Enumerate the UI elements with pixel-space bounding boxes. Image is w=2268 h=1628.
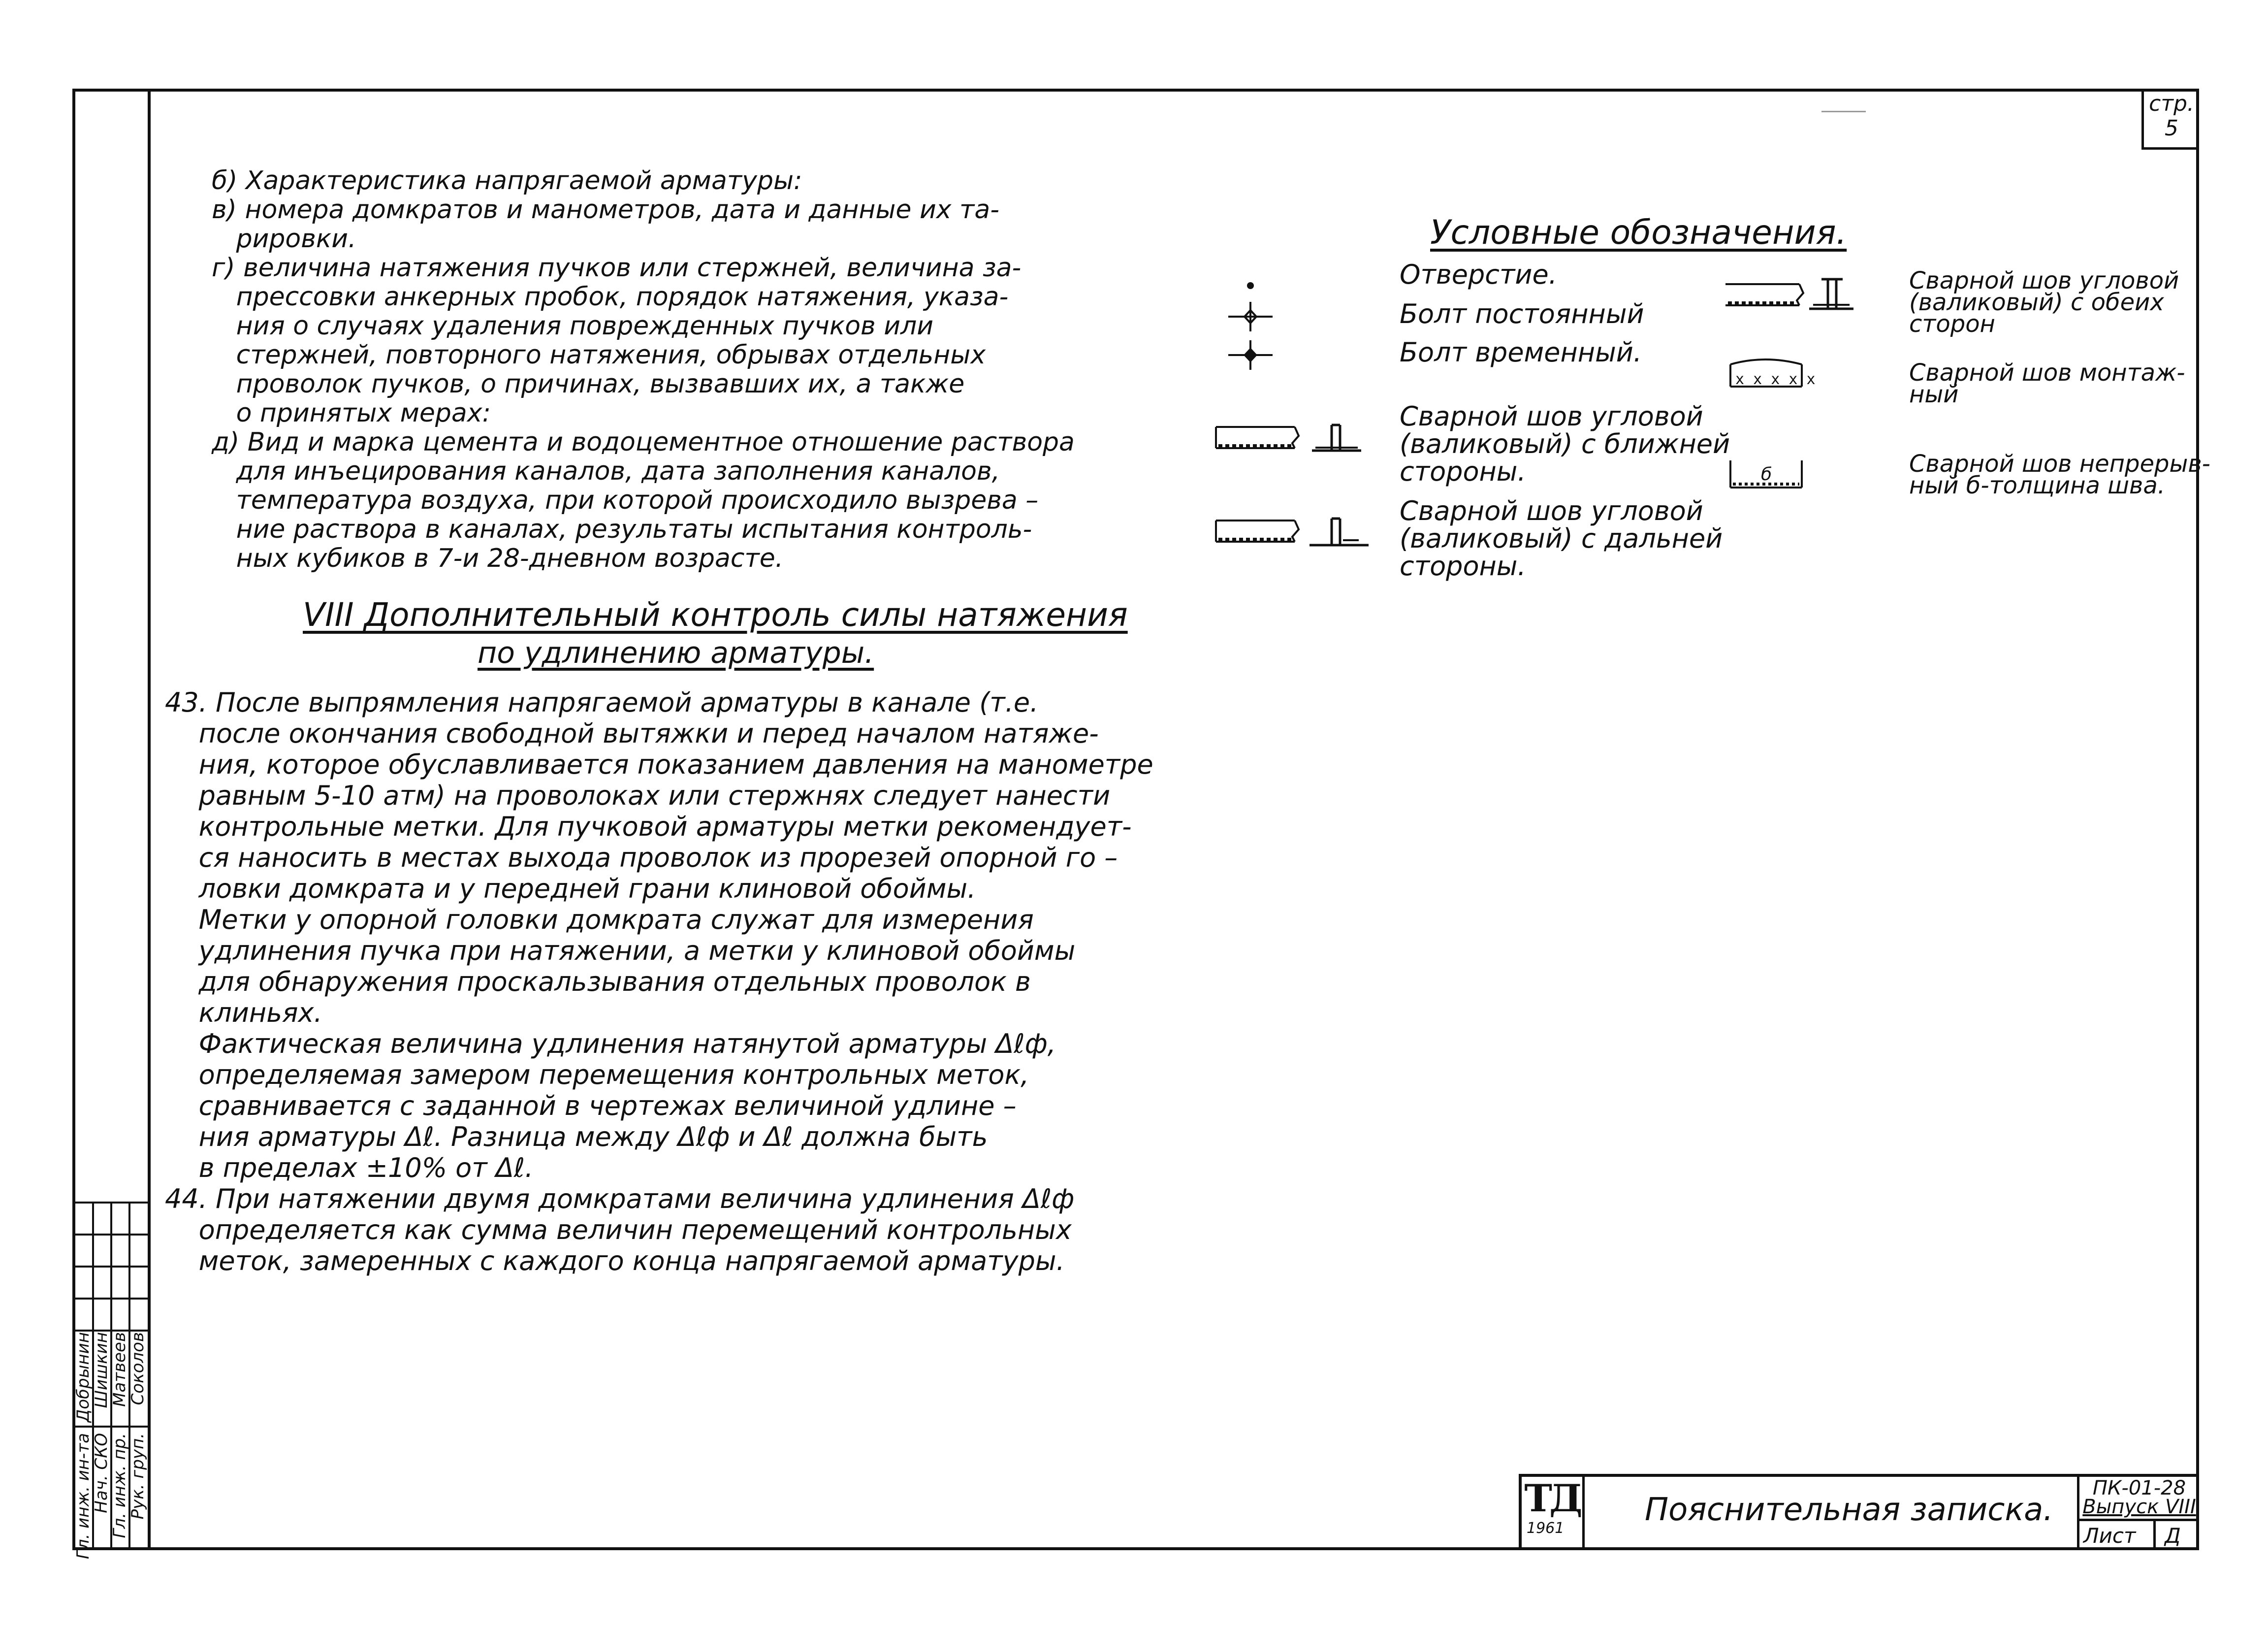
paragraph-line: после окончания свободной вытяжки и перед началом натяже- — [165, 718, 1099, 749]
stamp-name-2: Шишкин — [92, 1332, 111, 1408]
legend-title: Условные обозначения. — [1430, 213, 1847, 252]
title-block-codes — [2077, 1477, 2199, 1550]
stamp-role-2: Нач. СКО — [92, 1433, 111, 1513]
paragraph-line: 44. При натяжении двумя домкратами величина удлинения Δℓф — [165, 1183, 1075, 1214]
logo-text: ТД — [1524, 1476, 1580, 1520]
paragraph-line: меток, замеренных с каждого конца напрягаемой арматуры. — [165, 1245, 1065, 1276]
elongation-control-text — [165, 687, 1153, 1276]
paragraph-line: ся наносить в местах выхода проволок из прорезей опорной го – — [165, 842, 1118, 873]
contents-list-line: о принятых мерах: — [212, 398, 491, 428]
legend-weld-site-label: Сварной шов монтаж- ный — [1909, 359, 2185, 408]
approval-stamp — [73, 1202, 148, 1560]
hole-symbol — [1241, 276, 1260, 295]
bolt-temporary-symbol — [1223, 338, 1278, 372]
contents-list-line: стержней, повторного натяжения, обрывах отдельных — [212, 340, 986, 370]
stamp-name-4: Соколов — [128, 1332, 148, 1405]
contents-list-line: д) Вид и марка цемента и водоцементное отношение раствора — [212, 427, 1075, 457]
paragraph-line: для обнаружения проскальзывания отдельных проволок в — [165, 966, 1031, 997]
page-number-box — [2141, 89, 2199, 150]
top-pencil-mark — [1821, 111, 1866, 112]
stamp-role-4: Рук. груп. — [128, 1433, 148, 1520]
page-number-value: 5 — [2165, 116, 2178, 141]
sheet-label: Лист — [2083, 1524, 2136, 1548]
paragraph-line: ния, которое обуславливается показанием давления на манометре — [165, 749, 1153, 780]
title-block — [1519, 1474, 2199, 1550]
legend-bolt-temporary-label: Болт временный. — [1400, 337, 1642, 368]
contents-list-line: рировки. — [212, 224, 356, 254]
legend-bolt-permanent-label: Болт постоянный — [1400, 298, 1644, 329]
stamp-role-3: Гл. инж. пр. — [110, 1433, 129, 1538]
paragraph-line: определяемая замером перемещения контрольных меток, — [165, 1059, 1029, 1090]
legend-weld-far-label: Сварной шов угловой (валиковый) с дальней стороны. — [1400, 495, 1723, 582]
legend-weld-near-label: Сварной шов угловой (валиковый) с ближней стороны. — [1400, 401, 1730, 487]
page-number-label: стр. — [2149, 91, 2194, 116]
publisher-logo — [1522, 1477, 1585, 1550]
weld-both-symbol — [1721, 273, 1858, 318]
paragraph-line: определяется как сумма величин перемещений контрольных — [165, 1214, 1072, 1245]
legend-weld-continuous-label: Сварной шов непрерыв- ный б-толщина шва. — [1909, 450, 2210, 499]
sheet-cell — [2079, 1521, 2199, 1550]
sheet-value: Д — [2153, 1521, 2181, 1550]
paragraph-line: ния арматуры Δℓ. Разница между Δℓф и Δℓ должна быть — [165, 1121, 988, 1152]
section-heading: VIII Дополнительный контроль силы натяжения — [303, 596, 1128, 634]
series-code-line2: Выпуск VIII — [2082, 1496, 2196, 1518]
weld-near-symbol — [1211, 416, 1369, 460]
series-code-line1: ПК-01-28 — [2092, 1477, 2186, 1499]
weld-site-symbol — [1721, 345, 1819, 394]
contents-list-line: в) номера домкратов и манометров, дата и данные их та- — [212, 195, 999, 225]
paragraph-line: контрольные метки. Для пучковой арматуры метки рекомендует- — [165, 811, 1132, 842]
contents-list-line: ния о случаях удаления поврежденных пучков или — [212, 311, 934, 341]
contents-list-line: температура воздуха, при которой происходило вызрева – — [212, 486, 1039, 515]
legend-weld-both-label: Сварной шов угловой (валиковый) с обеих сторон — [1909, 267, 2179, 338]
paragraph-line: в пределах ±10% от Δℓ. — [165, 1152, 534, 1183]
report-contents-list — [212, 166, 1075, 573]
paragraph-line: равным 5-10 атм) на проволоках или стержнях следует нанести — [165, 780, 1111, 811]
paragraph-line: сравнивается с заданной в чертежах величиной удлине – — [165, 1090, 1017, 1121]
stamp-role-1: Гл. инж. ин-та — [73, 1433, 93, 1560]
bolt-permanent-symbol — [1223, 299, 1278, 334]
contents-list-line: для инъецирования каналов, дата заполнения каналов, — [212, 456, 1000, 486]
document-title: Пояснительная записка. — [1645, 1492, 2053, 1528]
paragraph-line: клиньях. — [165, 997, 322, 1028]
stamp-name-3: Матвеев — [110, 1332, 129, 1407]
contents-list-line: г) величина натяжения пучков или стержней, величина за- — [212, 253, 1022, 283]
svg-text:x x x x x: x x x x x — [1735, 371, 1816, 388]
stamp-name-1: Добрынин — [73, 1332, 93, 1423]
paragraph-line: Фактическая величина удлинения натянутой арматуры Δℓф, — [165, 1028, 1056, 1059]
paragraph-line: Метки у опорной головки домкрата служат для измерения — [165, 904, 1034, 935]
contents-list-line: ных кубиков в 7-и 28-дневном возрасте. — [212, 544, 784, 573]
weld-continuous-symbol — [1721, 446, 1819, 495]
series-code — [2079, 1477, 2199, 1521]
weld-thickness-mark: б — [1761, 464, 1772, 485]
weld-far-symbol — [1211, 510, 1369, 554]
paragraph-line: удлинения пучка при натяжении, а метки у клиновой обоймы — [165, 935, 1076, 966]
contents-list-line: проволок пучков, о причинах, вызвавших их, а также — [212, 369, 965, 399]
legend-hole-label: Отверстие. — [1400, 259, 1557, 290]
binding-margin-line — [148, 89, 151, 1550]
section-heading-line2: по удлинению арматуры. — [478, 636, 874, 670]
contents-list-line: б) Характеристика напрягаемой арматуры: — [212, 166, 802, 195]
contents-list-line: ние раствора в каналах, результаты испытания контроль- — [212, 515, 1032, 544]
paragraph-line: ловки домкрата и у передней грани клиновой обоймы. — [165, 873, 976, 904]
logo-year: 1961 — [1527, 1520, 1565, 1537]
contents-list-line: прессовки анкерных пробок, порядок натяжения, указа- — [212, 282, 1009, 312]
paragraph-line: 43. После выпрямления напрягаемой арматуры в канале (т.е. — [165, 687, 1039, 718]
